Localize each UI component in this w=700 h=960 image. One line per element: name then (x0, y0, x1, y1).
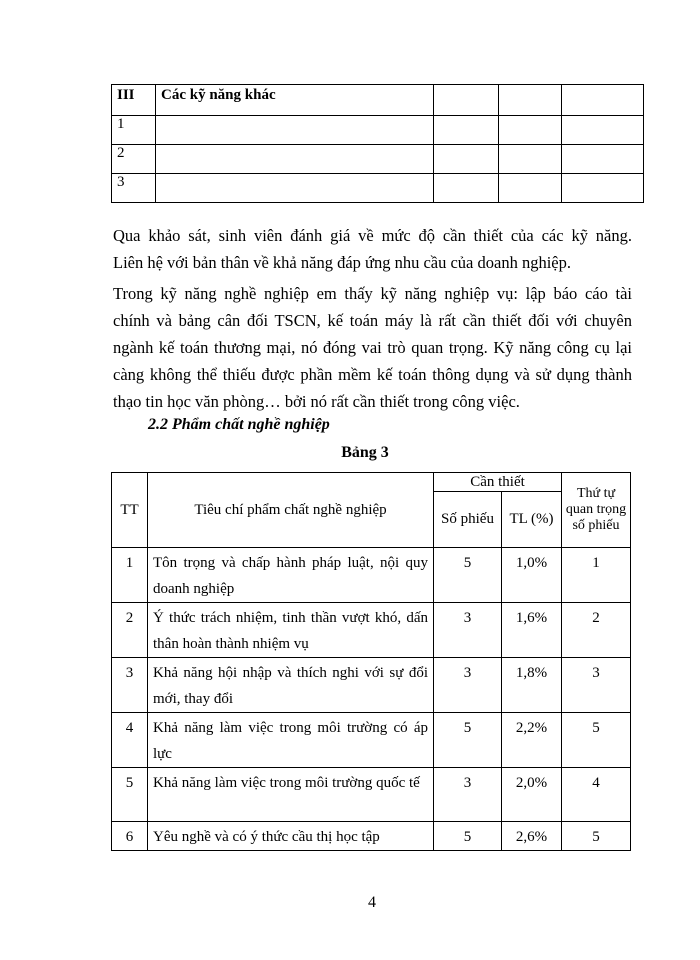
paragraph-line: chính và bảng cân đối TSCN, kế toán máy là rất cần thiết đối với chuyên (113, 311, 632, 330)
table-row (112, 822, 631, 851)
table-cell: 3 (112, 174, 156, 203)
table-cell (434, 116, 499, 145)
table-cell (562, 145, 644, 174)
cell-so-phieu: 5 (434, 713, 502, 768)
cell-criteria: Tôn trọng và chấp hành pháp luật, nội quy doanh nghiệp (148, 548, 434, 603)
cell-criteria: Khả năng làm việc trong môi trường quốc tế (148, 768, 434, 822)
table-cell (562, 174, 644, 203)
cell-rank: 5 (562, 822, 631, 851)
cell-rank: 4 (562, 768, 631, 822)
table-cell: III (112, 85, 156, 116)
table-row (112, 174, 644, 203)
paragraph-line: Qua khảo sát, sinh viên đánh giá về mức độ cần thiết của các kỹ năng. (113, 226, 632, 245)
cell-criteria: Yêu nghề và có ý thức cầu thị học tập (148, 822, 434, 851)
table-cell (156, 145, 434, 174)
skills-table (111, 84, 644, 203)
table-caption: Bảng 3 (341, 444, 389, 461)
header-criteria: Tiêu chí phẩm chất nghề nghiệp (148, 473, 434, 548)
cell-tt: 1 (112, 548, 148, 603)
cell-so-phieu: 3 (434, 603, 502, 658)
table-cell (156, 116, 434, 145)
table-cell (499, 145, 562, 174)
header-tl: TL (%) (502, 492, 562, 548)
table-row (112, 85, 644, 116)
cell-so-phieu: 5 (434, 548, 502, 603)
table-header-row (112, 473, 631, 492)
cell-tt: 3 (112, 658, 148, 713)
section-heading: 2.2 Phẩm chất nghề nghiệp (148, 416, 330, 433)
cell-tl: 1,0% (502, 548, 562, 603)
cell-so-phieu: 3 (434, 658, 502, 713)
table-row (112, 768, 631, 822)
cell-so-phieu: 3 (434, 768, 502, 822)
cell-rank: 5 (562, 713, 631, 768)
cell-tl: 2,6% (502, 822, 562, 851)
table-row (112, 713, 631, 768)
paragraph-line: ngành kế toán thương mại, nó đóng vai trò quan trọng. Kỹ năng công cụ lại (113, 338, 632, 357)
table-cell (434, 145, 499, 174)
paragraph-line: Trong kỹ năng nghề nghiệp em thấy kỹ năng nghiệp vụ: lập báo cáo tài (113, 284, 632, 303)
paragraph-skills (113, 280, 632, 415)
cell-tt: 6 (112, 822, 148, 851)
paragraph-line: Liên hệ với bản thân về khả năng đáp ứng nhu cầu của doanh nghiệp. (113, 253, 571, 272)
table-cell: 2 (112, 145, 156, 174)
header-rank: Thứ tự quan trọng số phiếu (562, 473, 631, 548)
cell-rank: 1 (562, 548, 631, 603)
table-row (112, 116, 644, 145)
cell-tl: 1,6% (502, 603, 562, 658)
cell-criteria: Khả năng làm việc trong môi trường có áp lực (148, 713, 434, 768)
paragraph-line: thạo tin học văn phòng… bởi nó rất cần thiết trong công việc. (113, 392, 520, 411)
qualities-table (111, 472, 631, 851)
cell-criteria: Ý thức trách nhiệm, tinh thần vượt khó, dấn thân hoàn thành nhiệm vụ (148, 603, 434, 658)
header-so-phieu: Số phiếu (434, 492, 502, 548)
table-cell (499, 116, 562, 145)
cell-tt: 5 (112, 768, 148, 822)
cell-so-phieu: 5 (434, 822, 502, 851)
cell-tl: 2,0% (502, 768, 562, 822)
table-row (112, 145, 644, 174)
paragraph-survey (113, 222, 632, 276)
table-cell (434, 85, 499, 116)
cell-tl: 2,2% (502, 713, 562, 768)
cell-criteria: Khả năng hội nhập và thích nghi với sự đổi mới, thay đổi (148, 658, 434, 713)
cell-tl: 1,8% (502, 658, 562, 713)
table-cell (562, 116, 644, 145)
table-cell (434, 174, 499, 203)
header-tt: TT (112, 473, 148, 548)
cell-rank: 3 (562, 658, 631, 713)
table-row (112, 658, 631, 713)
cell-tt: 2 (112, 603, 148, 658)
table-row (112, 603, 631, 658)
table-cell (499, 174, 562, 203)
table-row (112, 548, 631, 603)
header-can-thiet: Cần thiết (434, 473, 562, 492)
cell-tt: 4 (112, 713, 148, 768)
table-cell (562, 85, 644, 116)
table-cell (499, 85, 562, 116)
page-number: 4 (368, 894, 376, 911)
table-cell: Các kỹ năng khác (156, 85, 434, 116)
table-cell (156, 174, 434, 203)
paragraph-line: càng không thể thiếu được phần mềm kế toán thông dụng và sử dụng thành (113, 365, 632, 384)
cell-rank: 2 (562, 603, 631, 658)
table-cell: 1 (112, 116, 156, 145)
